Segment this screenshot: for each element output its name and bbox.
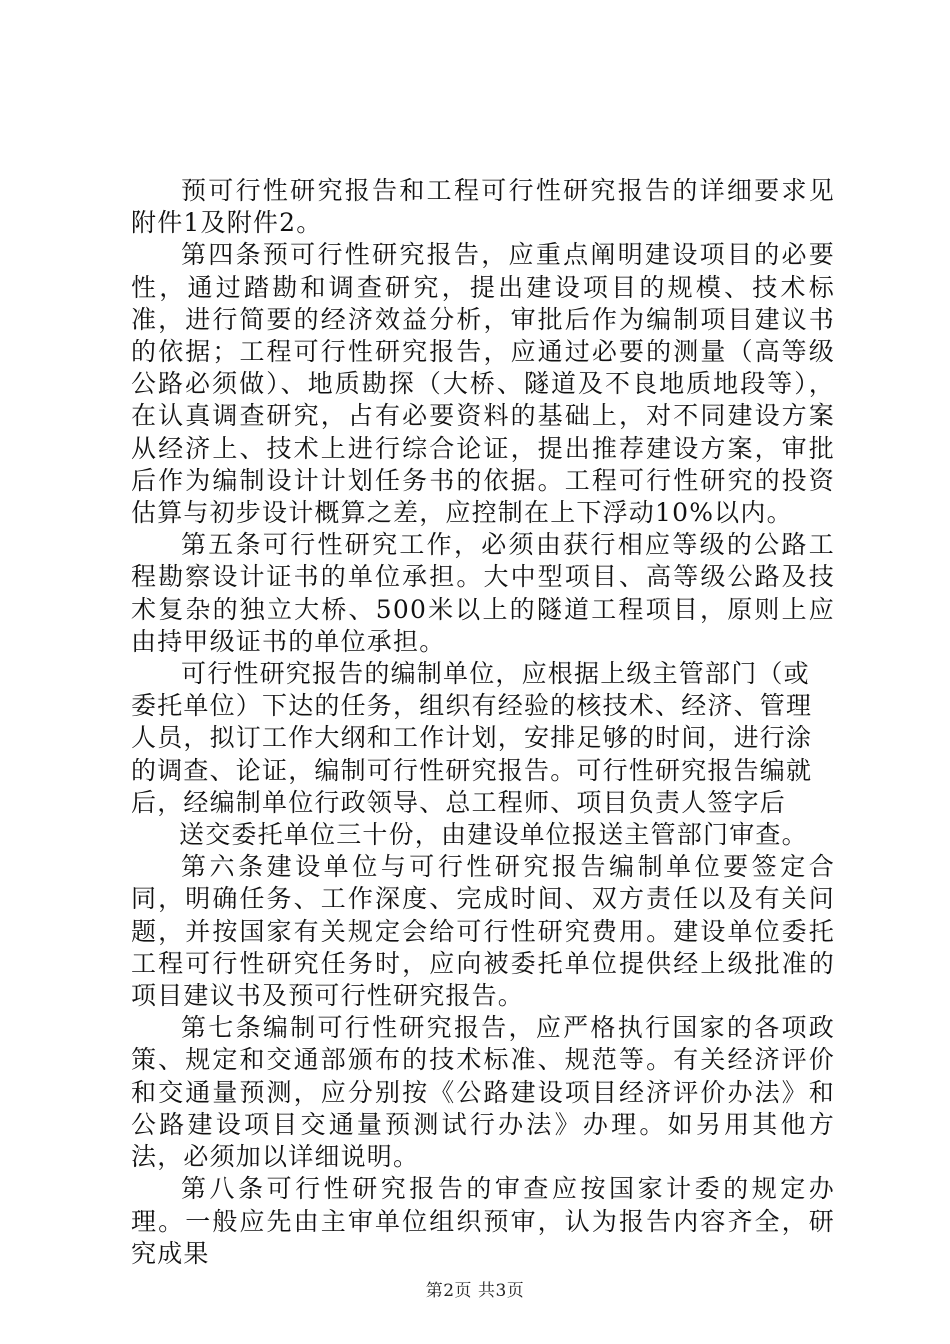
paragraph-article-6: 第六条建设单位与可行性研究报告编制单位要签定合同，明确任务、工作深度、完成时间、双方责任以及有关问题，并按国家有关规定会给可行性研究费用。建设单位委托工程可行性研究任务时，应向被委托单位提供经上级批准的项目建议书及预可行性研究报告。 — [131, 852, 835, 1011]
paragraph-compiling-unit: 可行性研究报告的编制单位，应根据上级主管部门（或委托单位）下达的任务，组织有经验的核技术、经济、管理人员，拟订工作大纲和工作计划，安排足够的时间，进行涂的调查、论证，编制可行性研究报告。可行性研究报告编就后，经编制单位行政领导、总工程师、项目负责人签字后 — [131, 659, 813, 817]
paragraph-article-4: 第四条预可行性研究报告，应重点阐明建设项目的必要性，通过踏勘和调查研究，提出建设项目的规模、技术标准，进行简要的经济效益分析，审批后作为编制项目建议书的依据；工程可行性研究报告，应通过必要的测量（高等级公路必须做）、地质勘探（大桥、隧道及不良地质地段等），在认真调查研究，占有必要资料的基础上，对不同建设方案从经济上、技术上进行综合论证，提出推荐建设方案，审批后作为编制设计计划任务书的依据。工程可行性研究的投资估算与初步设计概算之差，应控制在上下浮动10%以内。 — [131, 240, 835, 528]
page-footer: 第2页 共3页 — [425, 1281, 525, 1301]
paragraph-attachments: 预可行性研究报告和工程可行性研究报告的详细要求见附件1及附件2。 — [131, 176, 835, 238]
document-body — [131, 175, 835, 1270]
paragraph-article-5: 第五条可行性研究工作，必须由获行相应等级的公路工程勘察设计证书的单位承担。大中型项目、高等级公路及技术复杂的独立大桥、500米以上的隧道工程项目，原则上应由持甲级证书的单位承担。 — [131, 530, 835, 656]
paragraph-submission: 送交委托单位三十份，由建设单位报送主管部门审查。 — [179, 820, 808, 850]
paragraph-article-7: 第七条编制可行性研究报告，应严格执行国家的各项政策、规定和交通部颁布的技术标准、规范等。有关经济评价和交通量预测，应分别按《公路建设项目经济评价办法》和公路建设项目交通量预测试行办法》办理。如另用其他方法，必须加以详细说明。 — [131, 1013, 835, 1172]
paragraph-article-8: 第八条可行性研究报告的审查应按国家计委的规定办理。一般应先由主审单位组织预审，认为报告内容齐全，研究成果 — [131, 1174, 835, 1268]
